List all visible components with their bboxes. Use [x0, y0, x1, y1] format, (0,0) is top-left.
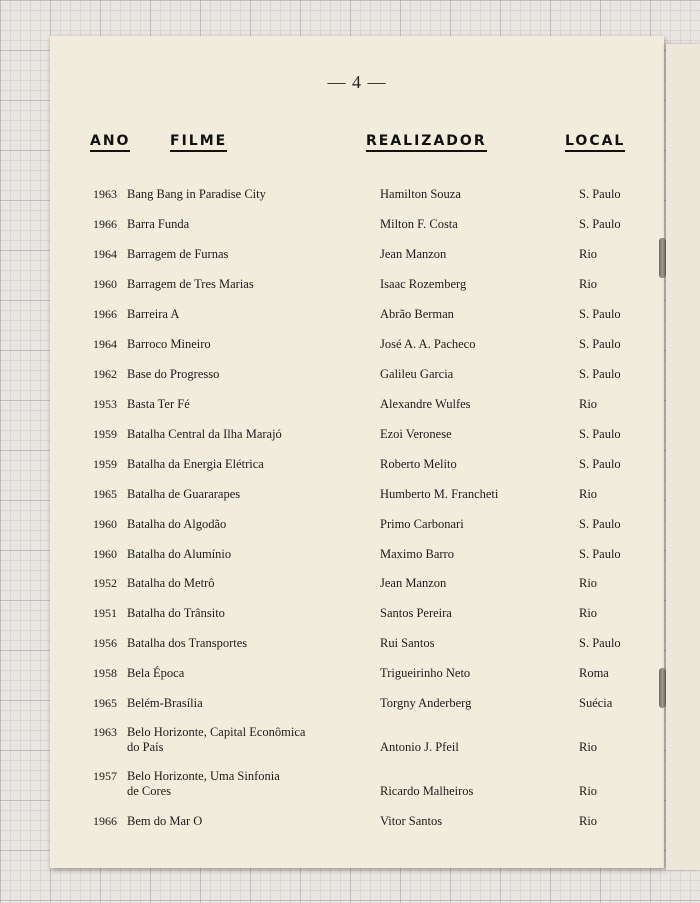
- year-cell: 1962: [93, 367, 117, 381]
- location-cell: Rio: [579, 277, 598, 291]
- location-cell: Rio: [579, 740, 598, 754]
- year-cell: 1965: [93, 696, 117, 710]
- page-number: — 4 —: [327, 72, 387, 92]
- table-row: [0, 636, 700, 666]
- film-title: Batalha do Metrô: [127, 576, 215, 590]
- table-row: [0, 517, 700, 547]
- table-row: [0, 427, 700, 457]
- location-cell: Rio: [579, 576, 598, 590]
- year-cell: 1963: [93, 725, 117, 739]
- film-title: Belo Horizonte, Uma Sinfonia: [127, 769, 280, 783]
- table-row: [0, 487, 700, 517]
- film-title: Batalha do Alumínio: [127, 547, 232, 561]
- director-cell: Milton F. Costa: [380, 217, 458, 231]
- year-cell: 1952: [93, 576, 117, 590]
- film-title: Basta Ter Fé: [127, 397, 190, 411]
- table-row: [0, 397, 700, 427]
- table-row: [0, 247, 700, 277]
- director-cell: Alexandre Wulfes: [380, 397, 471, 411]
- director-cell: Vitor Santos: [380, 814, 443, 828]
- film-title: Batalha Central da Ilha Marajó: [127, 427, 282, 441]
- year-cell: 1964: [93, 337, 117, 351]
- table-row: [0, 606, 700, 636]
- film-title: Bem do Mar O: [127, 814, 203, 828]
- director-cell: Hamilton Souza: [380, 187, 461, 201]
- table-row: [0, 307, 700, 337]
- table-row: [0, 217, 700, 247]
- film-title: Barragem de Furnas: [127, 247, 229, 261]
- location-cell: S. Paulo: [579, 367, 621, 381]
- director-cell: Jean Manzon: [380, 576, 447, 590]
- film-title: Batalha dos Transportes: [127, 636, 248, 650]
- location-cell: Rio: [579, 814, 598, 828]
- location-cell: S. Paulo: [579, 187, 621, 201]
- year-cell: 1958: [93, 666, 117, 680]
- film-title: de Cores: [127, 784, 172, 798]
- film-title: Bang Bang in Paradise City: [127, 187, 266, 201]
- director-cell: Humberto M. Francheti: [380, 487, 499, 501]
- film-title: do País: [127, 740, 164, 754]
- director-cell: Maximo Barro: [380, 547, 454, 561]
- year-cell: 1959: [93, 457, 117, 471]
- film-title: Barroco Mineiro: [127, 337, 211, 351]
- location-cell: S. Paulo: [579, 517, 621, 531]
- table-row: [0, 547, 700, 577]
- year-cell: 1965: [93, 487, 117, 501]
- location-cell: Rio: [579, 397, 598, 411]
- location-cell: Rio: [579, 247, 598, 261]
- film-title: Belém-Brasília: [127, 696, 203, 710]
- film-title: Base do Progresso: [127, 367, 220, 381]
- header-director: REALIZADOR: [366, 133, 487, 152]
- director-cell: José A. A. Pacheco: [380, 337, 476, 351]
- table-row: [0, 666, 700, 696]
- location-cell: Rio: [579, 784, 598, 798]
- location-cell: S. Paulo: [579, 307, 621, 321]
- director-cell: Santos Pereira: [380, 606, 452, 620]
- location-cell: Roma: [579, 666, 609, 680]
- location-cell: S. Paulo: [579, 547, 621, 561]
- table-row: [0, 696, 700, 726]
- director-cell: Primo Carbonari: [380, 517, 464, 531]
- year-cell: 1960: [93, 517, 117, 531]
- film-title: Batalha do Algodão: [127, 517, 227, 531]
- header-film: FILME: [170, 133, 227, 152]
- year-cell: 1964: [93, 247, 117, 261]
- year-cell: 1966: [93, 814, 117, 828]
- location-cell: S. Paulo: [579, 636, 621, 650]
- film-title: Bela Época: [127, 666, 185, 680]
- director-cell: Antonio J. Pfeil: [380, 740, 459, 754]
- film-title: Belo Horizonte, Capital Econômica: [127, 725, 306, 739]
- director-cell: Trigueirinho Neto: [380, 666, 471, 680]
- year-cell: 1966: [93, 307, 117, 321]
- location-cell: Rio: [579, 487, 598, 501]
- header-year: ANO: [90, 133, 130, 152]
- table-row: [0, 277, 700, 307]
- year-cell: 1959: [93, 427, 117, 441]
- director-cell: Galileu Garcia: [380, 367, 454, 381]
- film-title: Batalha de Guararapes: [127, 487, 241, 501]
- year-cell: 1957: [93, 769, 117, 783]
- year-cell: 1951: [93, 606, 117, 620]
- director-cell: Roberto Melito: [380, 457, 457, 471]
- director-cell: Abrão Berman: [380, 307, 454, 321]
- director-cell: Isaac Rozemberg: [380, 277, 467, 291]
- table-row: [0, 725, 700, 755]
- director-cell: Torgny Anderberg: [380, 696, 472, 710]
- table-row: [0, 814, 700, 844]
- film-title: Batalha do Trânsito: [127, 606, 225, 620]
- year-cell: 1963: [93, 187, 117, 201]
- header-location: LOCAL: [565, 133, 625, 152]
- table-row: [0, 457, 700, 487]
- film-title: Batalha da Energia Elétrica: [127, 457, 264, 471]
- year-cell: 1953: [93, 397, 117, 411]
- location-cell: S. Paulo: [579, 217, 621, 231]
- film-title: Barreira A: [127, 307, 180, 321]
- year-cell: 1966: [93, 217, 117, 231]
- film-title: Barragem de Tres Marias: [127, 277, 254, 291]
- year-cell: 1960: [93, 277, 117, 291]
- location-cell: Rio: [579, 606, 598, 620]
- location-cell: S. Paulo: [579, 337, 621, 351]
- location-cell: S. Paulo: [579, 457, 621, 471]
- director-cell: Jean Manzon: [380, 247, 447, 261]
- table-row: [0, 576, 700, 606]
- film-title: Barra Funda: [127, 217, 190, 231]
- director-cell: Ricardo Malheiros: [380, 784, 474, 798]
- director-cell: Ezoi Veronese: [380, 427, 452, 441]
- table-row: [0, 367, 700, 397]
- location-cell: S. Paulo: [579, 427, 621, 441]
- table-row: [0, 337, 700, 367]
- table-row: [0, 187, 700, 217]
- year-cell: 1960: [93, 547, 117, 561]
- year-cell: 1956: [93, 636, 117, 650]
- location-cell: Suécia: [579, 696, 613, 710]
- table-row: [0, 769, 700, 799]
- director-cell: Rui Santos: [380, 636, 435, 650]
